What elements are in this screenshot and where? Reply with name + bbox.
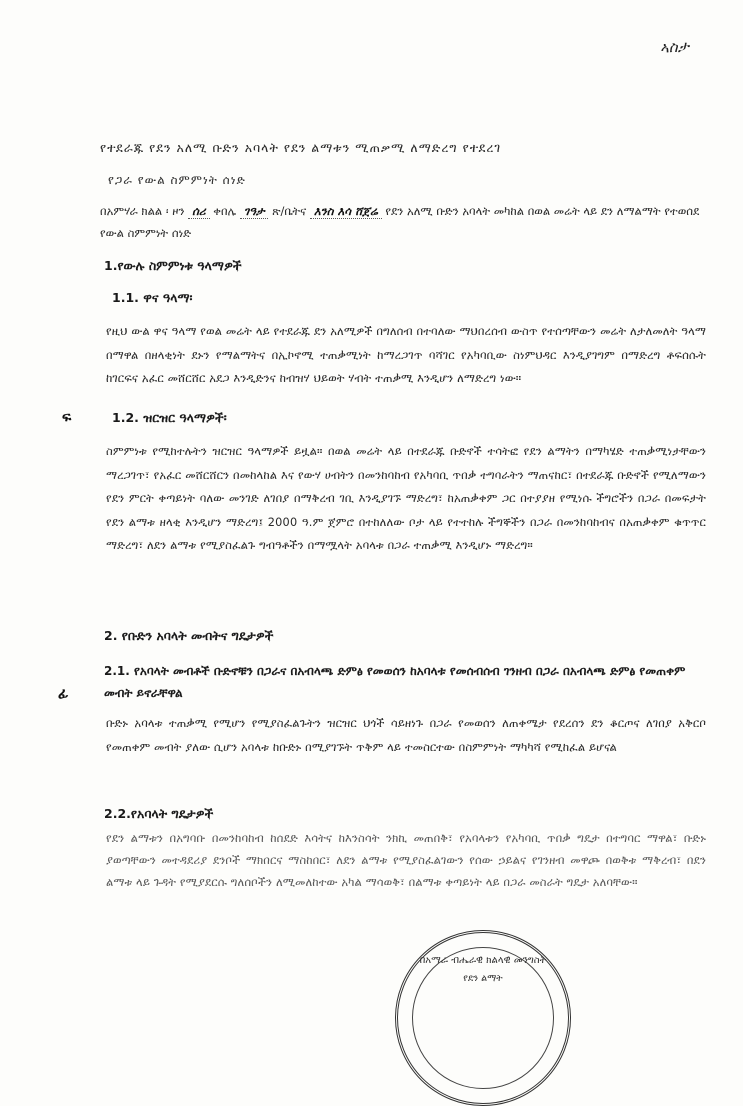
section-1-1-heading: 1.1. ዋና ዓላማ፡ (112, 290, 193, 305)
stamp-subtext: የደን ልማት (463, 973, 503, 984)
section-1-1-text: የዚህ ውል ዋና ዓላማ የወል መሬት ላይ የተደራጁ ደን አለሚዎች በግለሰብ በተባለው ማህበረሰብ ውስጥ የተሰጣቸውን መሬት ለታለመለት ዓላማ በማዋል በዘላቂነት ደኑን የማልማትና በኢኮኖሚ ተጠቃሚነት ከማረጋገጥ ባሻገር የአካባቢው ስነምህዳር እንዲያገግም በማድረግ ቶፍሰሱት ከገርፍና አፈር መሸርሸር አደጋ እንዲድንና ከብዝሃ ህይወት ሃብት ተጠቃሚ እንዲሆን ለማድረግ ነው። (106, 325, 706, 385)
section-2-1-heading: 2.1. የአባላት መብቶች ቡድኖቹን በጋራና በአብላጫ ድምፅ የመወሰን ከአባላቱ የመሰብሰብ ገንዘብ በጋራ በአብላጫ ድምፅ የመጠቀም መብት ይኖራቸዋል (104, 664, 686, 700)
parties-statement (100, 200, 710, 244)
handwritten-place: ሰሪ (188, 204, 209, 219)
document-title: የተደራጁ የደን አለሚ ቡድን አባላት የደን ልማቱን ሚጠቃሚ ለማድረግ የተደረገ (100, 140, 502, 155)
section-1-heading: 1.የውሉ ስምምነቱ ዓላማዎች (104, 258, 242, 273)
margin-mark-1: ፍ (62, 410, 72, 426)
section-2-heading: 2. የቡድን አባላት መብትና ግዴታዎች (104, 628, 274, 643)
parties-middle: ቀበሌ (209, 204, 240, 218)
section-1-2-heading: 1.2. ዝርዝር ዓላማዎች፡ (112, 410, 227, 425)
stamp-text: በአማራ ብሔራዊ ክልላዊ መንግስት (419, 955, 547, 966)
section-2-2-text: የደን ልማቱን በአግባቡ በመንከባከብ ከሰደድ እሳትና ከእንስሳት ንክኪ መጠበቅ፣ የአባላቱን የአካባቢ ጥበቃ ግዴታ በተግባር ማዋል፣ ቡድኑ ያወጣቸውን መተዳደሪያ ደንቦች ማክበርና ማስከበር፣ ለደን ልማቱ የሚያስፈልገውን የሰው ኃይልና የገንዘብ መዋጮ በወቅቱ ማቅረብ፣ በደን ልማቱ ላይ ጉዳት የሚያደርሱ ግለሰቦችን ለሚመለከተው አካል ማሳወቅ፣ በልማቱ ቀጣይነት ላይ በጋራ መስራት ግዴታ አለባቸው። (106, 832, 706, 889)
parties-suffix: የደን አለሚ ቡድን አባላት መካከል በወል መሬት ላይ ደን ለማልማት የተወሰደ የውል ስምምነት ሰነድ (100, 204, 700, 240)
parties-prefix: በአምሃራ ክልል ፡ ዞን (100, 204, 189, 218)
section-2-1-text: ቡድኑ አባላቱ ተጠቃሚ የሚሆን የሚያስፈልጉትን ዝርዝር ህጎች ሳይዘነጉ በጋራ የመወሰን ለጠቀሜታ የደረሰን ደን ቆርጦና ለገበያ አቅርቦ የመጠቀም መብት ያለው ሲሆን አባላቱ ከቡድኑ በሚያገኙት ጥቅም ላይ ተመስርተው በስምምነት ማካካሻ የሚከፈል ይሆናል (106, 717, 706, 754)
handwritten-name: ገዓታ (240, 204, 269, 219)
official-stamp (395, 930, 571, 1106)
parties-after: ጽ/ቤትና (268, 204, 310, 218)
stamp-inner-ring (412, 947, 554, 1089)
handwritten-name-2: እንስ እሳ ሸጀሬ (310, 204, 382, 219)
document-subtitle: የጋራ የውል ስምምነት ሰነድ (108, 173, 246, 187)
margin-mark-2: ፊ (58, 686, 69, 702)
section-2-2-heading: 2.2.የአባላት ግዴታዎች (104, 806, 214, 821)
section-1-2-text: ስምምነቱ የሚከተሉትን ዝርዝር ዓላማዎች ይዟል። በወል መሬት ላይ በተደራጁ ቡድኖች ተሳትፎ የደን ልማትን በማካሄድ ተጠቃሚነታቸውን ማረጋገጥ፣ የአፈር መሸርሸርን በመከላከል እና የውሃ ሀብትን በመንከባከብ የአካባቢ ጥበቃ ተግባራትን ማጠናከር፣ በተደራጁ ቡድኖች የሚለማውን የደን ምርት ቀጣይነት ባለው መንገድ ለገበያ በማቅረብ ገቢ እንዲያገኙ ማድረግ፣ ከአጠቃቀም ጋር በተያያዘ የሚነሱ ችግሮችን በጋራ በመፍታት የደን ልማቱ ዘላቂ እንዲሆን ማድረግ፤ 2000 ዓ.ም ጀምሮ በተከለለው ቦታ ላይ የተተከሉ ችግኞችን በጋራ በመንከባከብና በአጠቃቀም ቁጥጥር ማድረግ፣ ለደን ልማቱ የሚያስፈልጉ ግብዓቶችን በማሟላት አባላቱ በጋራ ተጠቃሚ እንዲሆኑ ማድረግ። (106, 445, 706, 552)
handwritten-corner-note: ኣስታ (659, 37, 690, 57)
